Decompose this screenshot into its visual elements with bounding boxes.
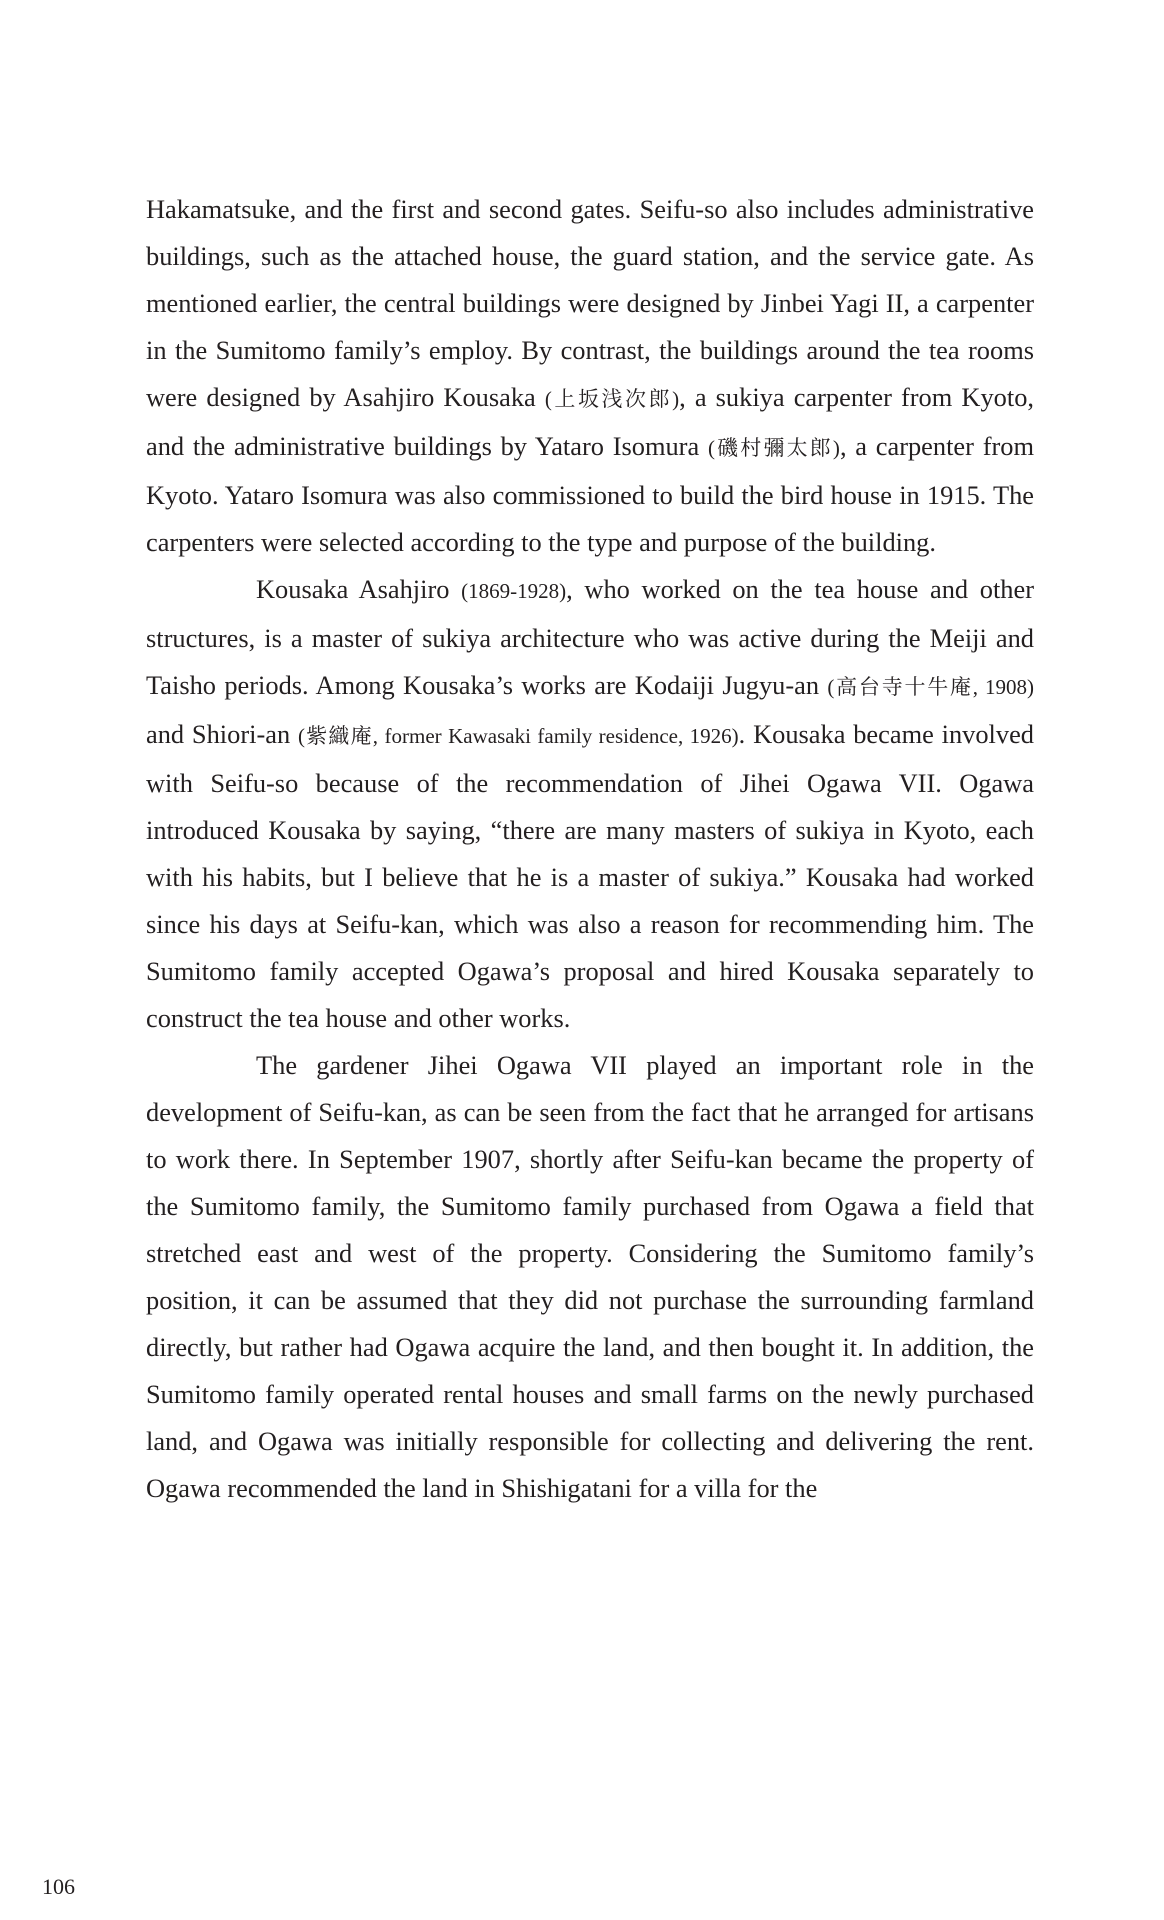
paragraph-2-text: , who worked on the tea house and other structures, is a master of sukiya architecture who was active during the Meiji and Taisho periods. Among Kousaka’s works are Kodaiji Jugyu-an [146, 574, 1034, 700]
body-paragraph-2 [146, 566, 1034, 1042]
japanese-name-kousaka: (上坂浅次郎) [544, 387, 680, 411]
shiori-an-note: (紫織庵, former Kawasaki family residence, 1926) [297, 724, 739, 748]
jugyu-an-note: (高台寺十牛庵, 1908) [827, 675, 1034, 699]
body-paragraph-1 [146, 186, 1034, 566]
paragraph-1-text: , a sukiya carpenter from Kyoto, and the administrative buildings by Yataro Isomura [146, 382, 1034, 461]
body-paragraph-3 [146, 1042, 1034, 1512]
paragraph-2-text: Kousaka Asahjiro [256, 574, 462, 604]
lifespan-note: (1869-1928) [461, 579, 567, 603]
paragraph-1-text: , a carpenter from Kyoto. Yataro Isomura was also commissioned to build the bird house in 1915. The carpenters were selected according to the type and purpose of the building. [146, 431, 1034, 557]
page-body [146, 186, 1034, 1512]
paragraph-3-text: The gardener Jihei Ogawa VII played an important role in the development of Seifu-kan, as can be seen from the fact that he arranged for artisans to work there. In September 1907, shortly after Seifu-kan became the property of the Sumitomo family, the Sumitomo family purchased from Ogawa a field that stretched east and west of the property. Considering the Sumitomo family’s position, it can be assumed that they did not purchase the surrounding farmland directly, but rather had Ogawa acquire the land, and then bought it. In addition, the Sumitomo family operated rental houses and small farms on the newly purchased land, and Ogawa was initially responsible for collecting and delivering the rent. Ogawa recommended the land in Shishigatani for a villa for the [146, 1050, 1034, 1503]
paragraph-1-text: Hakamatsuke, and the first and second gates. Seifu-so also includes administrative buildings, such as the attached house, the guard station, and the service gate. As mentioned earlier, the central buildings were designed by Jinbei Yagi II, a carpenter in the Sumitomo family’s employ. By contrast, the buildings around the tea rooms were designed by Asahjiro Kousaka [146, 194, 1034, 412]
paragraph-2-text: . Kousaka became involved with Seifu-so because of the recommendation of Jihei Ogawa VII. Ogawa introduced Kousaka by saying, “there are many masters of sukiya in Kyoto, each with his habits, but I believe that he is a master of sukiya.” Kousaka had worked since his days at Seifu-kan, which was also a reason for recommending him. The Sumitomo family accepted Ogawa’s proposal and hired Kousaka separately to construct the tea house and other works. [146, 719, 1034, 1033]
japanese-name-isomura: (磯村彌太郎) [707, 436, 840, 460]
paragraph-2-text: and Shiori-an [146, 719, 298, 749]
page-number: 106 [42, 1874, 75, 1899]
